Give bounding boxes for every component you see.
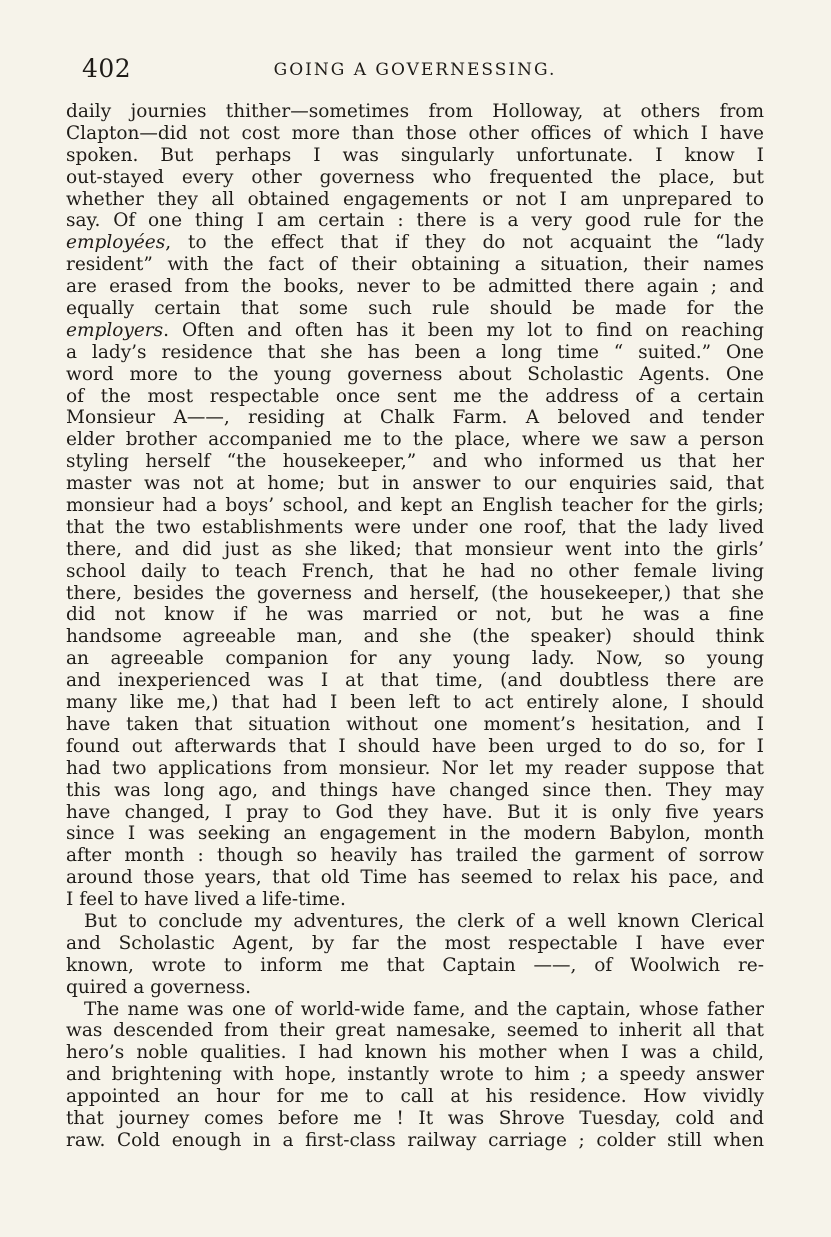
text-line: out-stayed every other governess who frequented the place, but: [66, 166, 764, 188]
text-line: whether they all obtained engagements or not I am unprepared to: [66, 188, 764, 210]
text-line: around those years, that old Time has seemed to relax his pace, and: [66, 867, 764, 889]
text-line: equally certain that some such rule should be made for the: [66, 298, 764, 320]
text-line: known, wrote to inform me that Captain ——, of Woolwich re-: [66, 954, 764, 976]
text-line: master was not at home; but in answer to our enquiries said, that: [66, 473, 764, 495]
text-line: have changed, I pray to God they have. But it is only five years: [66, 801, 764, 823]
text-line: a lady’s residence that she has been a long time “ suited.” One: [66, 341, 764, 363]
running-title: GOING A GOVERNESSING.: [273, 60, 557, 80]
text-line: monsieur had a boys’ school, and kept an English teacher for the girls;: [66, 495, 764, 517]
text-line: hero’s noble qualities. I had known his mother when I was a child,: [66, 1042, 764, 1064]
text-line: Monsieur A——, residing at Chalk Farm. A beloved and tender: [66, 407, 764, 429]
text-line: and inexperienced was I at that time, (and doubtless there are: [66, 670, 764, 692]
text-line: there, besides the governess and herself, (the housekeeper,) that she: [66, 582, 764, 604]
text-line: an agreeable companion for any young lady. Now, so young: [66, 648, 764, 670]
text-line: But to conclude my adventures, the clerk of a well known Clerical: [84, 910, 764, 932]
body-text: [66, 101, 764, 1152]
text-line: this was long ago, and things have changed since then. They may: [66, 779, 764, 801]
text-line: are erased from the books, never to be admitted there again ; and: [66, 276, 764, 298]
text-line: daily journies thither—sometimes from Holloway, at others from: [66, 101, 764, 122]
text-line: did not know if he was married or not, but he was a fine: [66, 604, 764, 626]
page-number: 402: [82, 54, 132, 83]
text-line: word more to the young governess about Scholastic Agents. One: [66, 363, 764, 385]
text-line: since I was seeking an engagement in the modern Babylon, month: [66, 823, 764, 845]
text-line: had two applications from monsieur. Nor let my reader suppose that: [66, 757, 764, 779]
text-line: I feel to have lived a life-time.: [66, 889, 346, 911]
text-line: appointed an hour for me to call at his residence. How vividly: [66, 1086, 764, 1108]
text-line: there, and did just as she liked; that monsieur went into the girls’: [66, 538, 764, 560]
text-line: employers. Often and often has it been my lot to find on reaching: [66, 319, 764, 341]
text-line: resident” with the fact of their obtaining a situation, their names: [66, 254, 764, 276]
text-line: say. Of one thing I am certain : there is a very good rule for the: [66, 210, 764, 232]
text-line: many like me,) that had I been left to act entirely alone, I should: [66, 692, 764, 714]
text-line: Clapton—did not cost more than those other offices of which I have: [66, 122, 764, 144]
text-line: after month : though so heavily has trailed the garment of sorrow: [66, 845, 764, 867]
text-line: employées, to the effect that if they do not acquaint the “lady: [66, 232, 764, 254]
page-header: [60, 52, 770, 86]
text-line: quired a governess.: [66, 976, 252, 998]
text-line: handsome agreeable man, and she (the speaker) should think: [66, 626, 764, 648]
text-line: of the most respectable once sent me the address of a certain: [66, 385, 764, 407]
text-line: that journey comes before me ! It was Shrove Tuesday, cold and: [66, 1107, 764, 1129]
italic-word: employées: [66, 232, 166, 254]
text-line: found out afterwards that I should have been urged to do so, for I: [66, 735, 764, 757]
text-line: that the two establishments were under one roof, that the lady lived: [66, 516, 764, 538]
text-line: raw. Cold enough in a first-class railway carriage ; colder still when: [66, 1129, 764, 1151]
text-line: elder brother accompanied me to the place, where we saw a person: [66, 429, 764, 451]
text-line: was descended from their great namesake, seemed to inherit all that: [66, 1020, 764, 1042]
text-line: styling herself “the housekeeper,” and who informed us that her: [66, 451, 764, 473]
text-line: and Scholastic Agent, by far the most respectable I have ever: [66, 932, 764, 954]
text-line: spoken. But perhaps I was singularly unfortunate. I know I: [66, 144, 764, 166]
text-line: have taken that situation without one moment’s hesitation, and I: [66, 713, 764, 735]
text-line: school daily to teach French, that he had no other female living: [66, 560, 764, 582]
italic-word: employers: [66, 319, 164, 341]
text-line: and brightening with hope, instantly wrote to him ; a speedy answer: [66, 1064, 764, 1086]
text-line: The name was one of world-wide fame, and the captain, whose father: [84, 998, 764, 1020]
